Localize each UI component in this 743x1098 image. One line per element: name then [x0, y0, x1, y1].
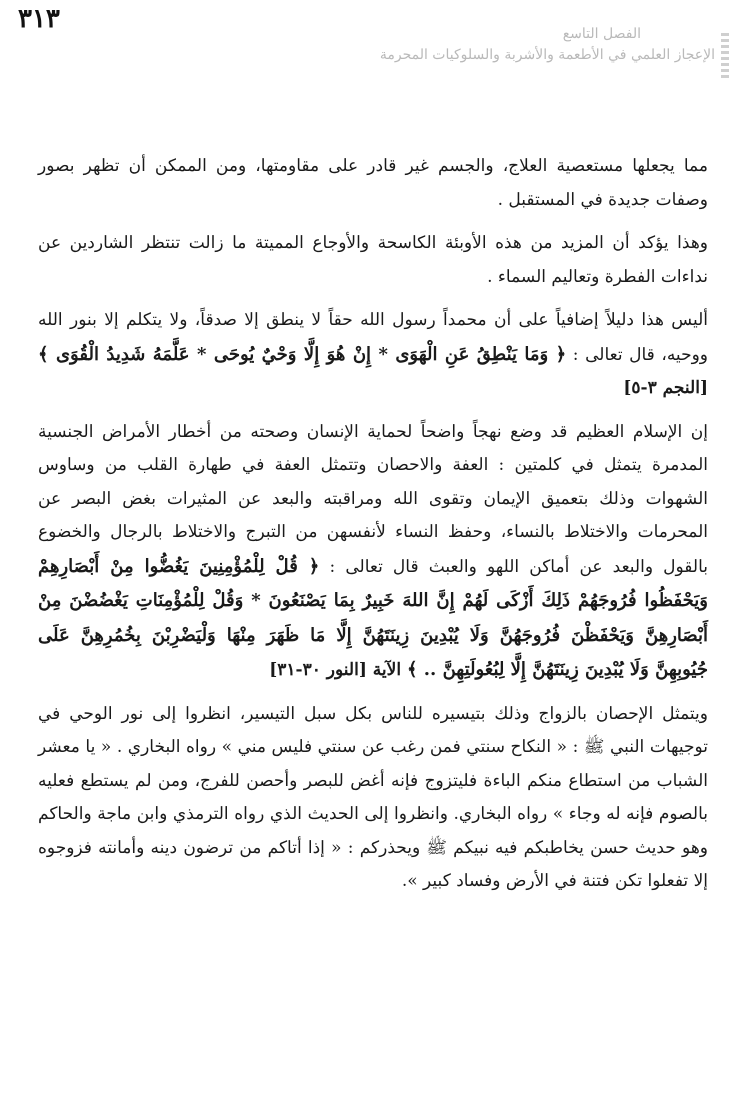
quran-verse: ﴿ وَمَا يَنْطِقُ عَنِ الْهَوَى * إِنْ هُوَ إِلَّا وَحْيٌ يُوحَى * عَلَّمَهُ شَدِيدُ الْقُوَى ﴾ [38, 343, 567, 365]
chapter-title: الفصل التاسع [562, 26, 641, 42]
paragraph-text: وهذا يؤكد أن المزيد من هذه الأوبئة الكاسحة والأوجاع المميتة ما زالت تنتظر الشاردين عن نداءات الفطرة وتعاليم السماء . [38, 233, 708, 287]
verse-reference: [النجم ٣-٥] [623, 378, 708, 398]
paragraph [38, 416, 708, 688]
quran-verse: ﴿ قُلْ لِلْمُؤْمِنِينَ يَغُضُّوا مِنْ أَبْصَارِهِمْ وَيَحْفَظُوا فُرُوجَهُمْ ذَلِكَ أَزْكَى لَهُمْ إِنَّ اللهَ خَبِيرٌ بِمَا يَصْنَعُونَ * وَقُلْ لِلْمُؤْمِنَاتِ يَغْضُضْنَ مِنْ أَبْصَارِهِنَّ وَيَحْفَظْنَ فُرُوجَهُنَّ وَلَا يُبْدِينَ زِينَتَهُنَّ إِلَّا مَا ظَهَرَ مِنْهَا وَلْيَضْرِبْنَ بِخُمُرِهِنَّ عَلَى جُيُوبِهِنَّ وَلَا يُبْدِينَ زِينَتَهُنَّ إِلَّا لِبُعُولَتِهِنَّ .. ﴾ [38, 555, 708, 680]
verse-reference: الآية [النور ٣٠-٣١] [269, 660, 407, 680]
paragraph-text: إن الإسلام العظيم قد وضع نهجاً واضحاً لحماية الإنسان وصحته من أخطار الأمراض الجنسية المدمرة يتمثل في كلمتين : العفة والاحصان وتتمثل العفة في طهارة القلب من وساوس الشهوات وذلك بتعميق الإيمان وتقوى الله ومراقبته والبعد عن المثيرات بغض البصر عن المحرمات والاختلاط بالنساء، وحفظ النساء لأنفسهن من التبرج والاختلاط بالرجال والخضوع بالقول والبعد عن أماكن اللهو والعبث قال تعالى : [38, 421, 708, 577]
paragraph-text: أليس هذا دليلاً إضافياً على أن محمداً رسول الله حقاً لا ينطق إلا صدقاً، ولا يتكلم إلا بنور الله ووحيه، قال تعالى : [38, 310, 708, 365]
body-text [38, 150, 708, 909]
running-header [95, 24, 715, 66]
paragraph [38, 150, 708, 217]
paragraph [38, 227, 708, 294]
paragraph [38, 304, 708, 406]
paragraph [38, 698, 708, 899]
paragraph-text: ويتمثل الإحصان بالزواج وذلك بتيسيره للناس بكل سبل التيسير، انظروا إلى نور الوحي في توجيهات النبي ﷺ : « النكاح سنتي فمن رغب عن سنتي فليس مني » رواه البخاري . « يا معشر الشباب من استطاع منكم الباءة فليتزوج فإنه أغض للبصر وأحصن للفرج، ومن لم يستطع فعليه بالصوم فإنه له وجاء » رواه البخاري. وانظروا إلى الحديث الذي رواه الترمذي وابن ماجة والحاكم وهو حديث حسن يخاطبكم فيه نبيكم ﷺ ويحذركم : « إذا أتاكم من ترضون دينه وأمانته فزوجوه إلا تفعلوا تكن فتنة في الأرض وفساد كبير ». [38, 703, 708, 891]
paragraph-text: مما يجعلها مستعصية العلاج، والجسم غير قادر على مقاومتها، ومن الممكن أن تظهر بصور وصفات جديدة في المستقبل . [38, 156, 708, 210]
header-ornament [721, 30, 729, 78]
page-number: ٣١٣ [18, 4, 60, 34]
book-subtitle: الإعجاز العلمي في الأطعمة والأشربة والسلوكيات المحرمة [379, 47, 715, 63]
